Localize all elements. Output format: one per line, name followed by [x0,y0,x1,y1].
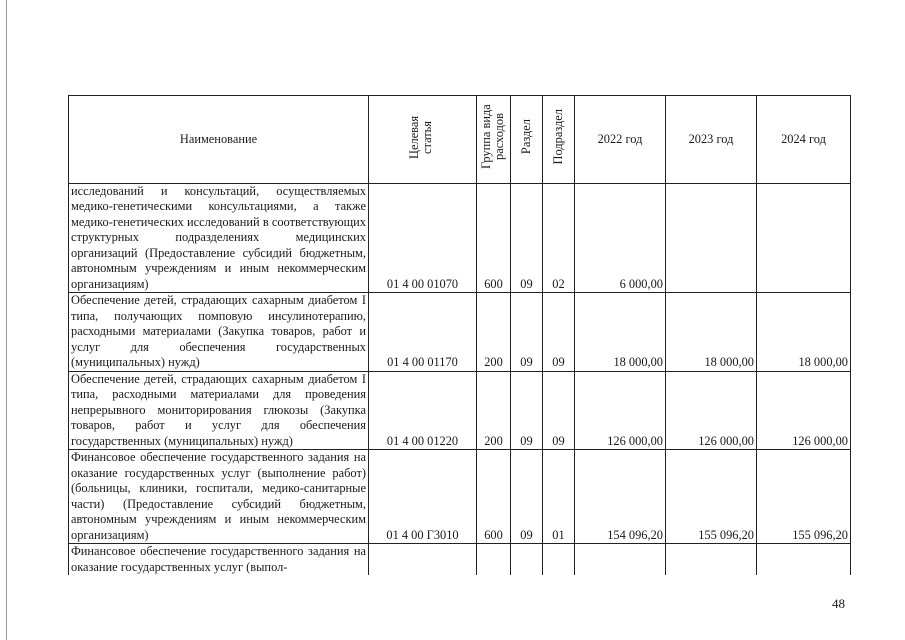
header-subsection: Подраздел [543,96,575,184]
row-name: Обеспечение детей, страдающих сахарным диабетом I типа, расходными материалами для проведения непрерывного мониторирования глюкозы (Закупка товаров, работ и услуг для обеспечения государственных (муниципальных) нужд) [69,371,369,450]
row-2024: 155 096,20 [757,450,851,544]
row-name: Финансовое обеспечение государственного задания на оказание государственных услуг (выполнение работ) (больницы, клиники, госпитали, медико-санитарные части) (Предоставление субсидий бюджетным, автономным учреждениям и иным некоммерческим организациям) [69,450,369,544]
budget-table [68,95,851,575]
header-2023: 2023 год [666,96,757,184]
row-subsection: 09 [543,371,575,450]
row-2024: 18 000,00 [757,293,851,372]
table-row [69,450,851,544]
row-2024: 126 000,00 [757,371,851,450]
row-2022 [575,544,666,576]
row-target [369,544,477,576]
row-group [477,544,511,576]
header-2024: 2024 год [757,96,851,184]
row-name: Финансовое обеспечение государственного задания на оказание государственных услуг (выпол- [69,544,369,576]
row-group: 200 [477,293,511,372]
row-2022: 154 096,20 [575,450,666,544]
row-section [511,544,543,576]
table-row [69,544,851,576]
row-section: 09 [511,450,543,544]
row-group: 600 [477,183,511,293]
binding-line [6,0,7,640]
row-2022: 18 000,00 [575,293,666,372]
row-target: 01 4 00 Г3010 [369,450,477,544]
row-section: 09 [511,293,543,372]
row-2023 [666,183,757,293]
row-subsection: 01 [543,450,575,544]
row-section: 09 [511,371,543,450]
row-target: 01 4 00 01220 [369,371,477,450]
page-number: 48 [832,596,845,611]
row-subsection: 02 [543,183,575,293]
row-target: 01 4 00 01070 [369,183,477,293]
row-target: 01 4 00 01170 [369,293,477,372]
row-group: 600 [477,450,511,544]
row-2022: 126 000,00 [575,371,666,450]
row-section: 09 [511,183,543,293]
row-2024 [757,544,851,576]
row-2024 [757,183,851,293]
row-name: Обеспечение детей, страдающих сахарным диабетом I типа, получающих помповую инсулинотерапию, расходными материалами (Закупка товаров, работ и услуг для обеспечения государственных (муниципальных) нужд) [69,293,369,372]
row-subsection: 09 [543,293,575,372]
table-row [69,371,851,450]
row-2022: 6 000,00 [575,183,666,293]
row-2023 [666,544,757,576]
row-name: исследований и консультаций, осуществляемых медико-генетическими консультациями, а также медико-генетических исследований в соответствующих структурных подразделениях медицинских организаций (Предоставление субсидий бюджетным, автономным учреждениям и иным некоммерческим организациям) [69,183,369,293]
table-row [69,183,851,293]
header-group: Группа вида расходов [477,96,511,184]
row-2023: 155 096,20 [666,450,757,544]
row-subsection [543,544,575,576]
table-row [69,293,851,372]
header-2022: 2022 год [575,96,666,184]
header-name: Наименование [69,96,369,184]
row-2023: 126 000,00 [666,371,757,450]
row-2023: 18 000,00 [666,293,757,372]
header-target: Целевая статья [369,96,477,184]
table-header-row [69,96,851,184]
header-section: Раздел [511,96,543,184]
row-group: 200 [477,371,511,450]
